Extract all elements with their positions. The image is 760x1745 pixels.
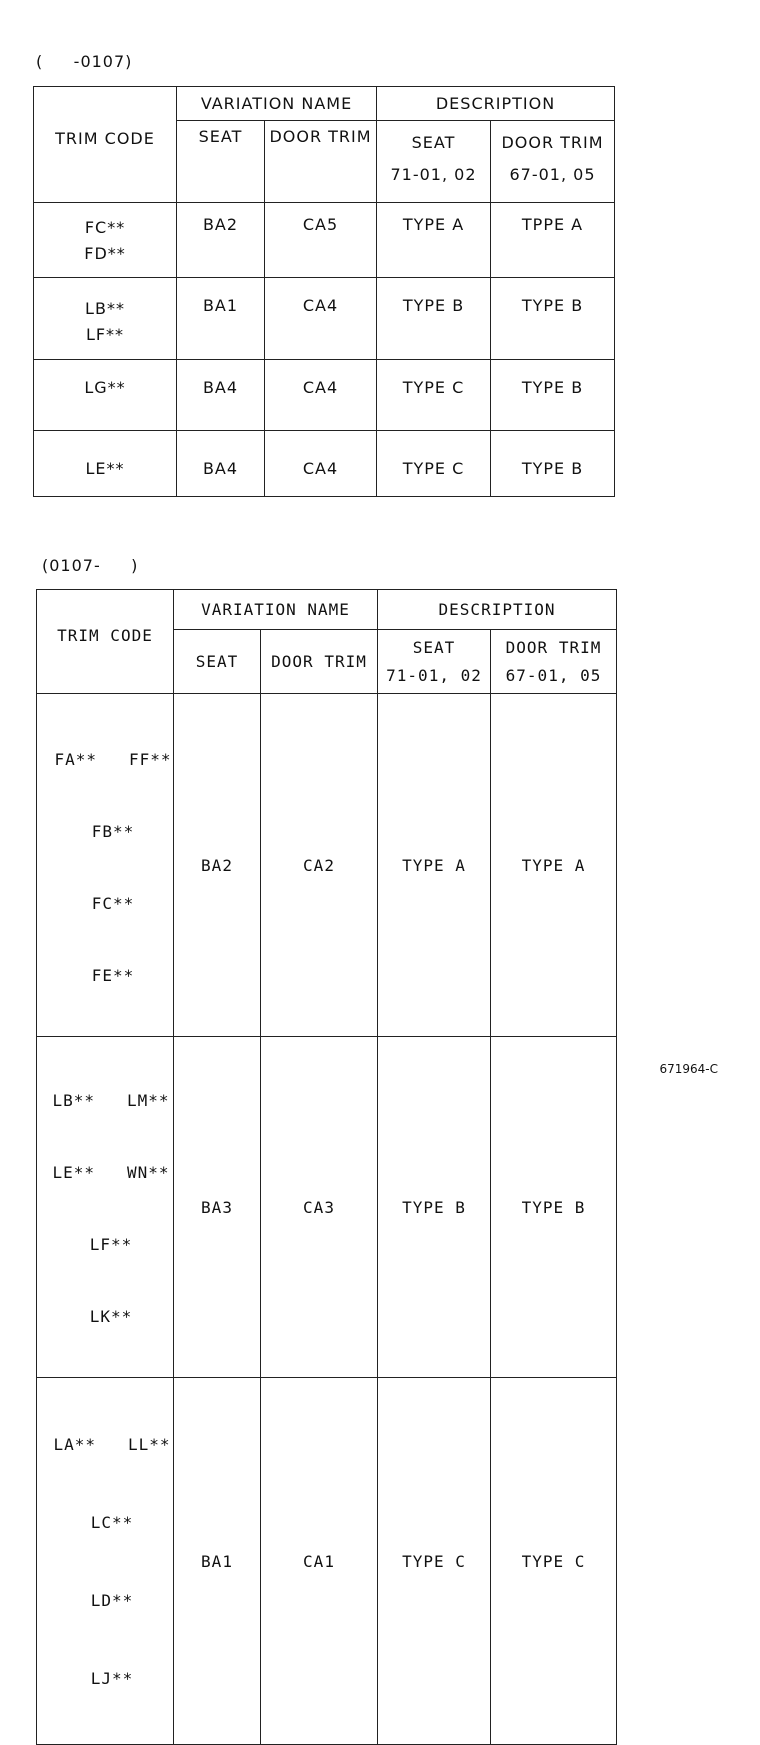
description-header: DESCRIPTION [377, 87, 615, 121]
description-header: DESCRIPTION [378, 590, 617, 630]
trim-codes: LE** [34, 431, 177, 497]
trim-table-2 [36, 589, 617, 1745]
desc-seat-header: SEAT 71-01, 02 [377, 121, 491, 203]
seat-description: TYPE C [377, 431, 491, 497]
trim-codes: LB** LF** [34, 278, 177, 360]
trim-code-header: TRIM CODE [37, 590, 174, 694]
seat-header: SEAT [174, 630, 261, 694]
door-description: TYPE B [491, 360, 615, 431]
desc-door-trim-header: DOOR TRIM 67-01, 05 [491, 630, 617, 694]
door-description: TPPE A [491, 203, 615, 278]
seat-description: TYPE A [378, 694, 491, 1037]
table-row [37, 1378, 617, 1745]
table-row [34, 431, 615, 497]
variation-name-header: VARIATION NAME [177, 87, 377, 121]
seat-variation: BA1 [174, 1378, 261, 1745]
trim-table-1 [33, 86, 615, 497]
door-variation: CA1 [261, 1378, 378, 1745]
door-description: TYPE B [491, 278, 615, 360]
door-variation: CA2 [261, 694, 378, 1037]
trim-codes: FC** FD** [34, 203, 177, 278]
door-variation: CA4 [265, 431, 377, 497]
variation-name-header: VARIATION NAME [174, 590, 378, 630]
table-row [34, 278, 615, 360]
door-description: TYPE B [491, 431, 615, 497]
door-description: TYPE B [491, 1037, 617, 1378]
table1-caption: ( -0107) [36, 52, 133, 71]
table-row [34, 360, 615, 431]
seat-description: TYPE C [377, 360, 491, 431]
seat-variation: BA2 [177, 203, 265, 278]
seat-header: SEAT [177, 121, 265, 203]
seat-variation: BA2 [174, 694, 261, 1037]
seat-description: TYPE A [377, 203, 491, 278]
door-variation: CA3 [261, 1037, 378, 1378]
trim-codes: FA** FF** FB** FC** FE** [37, 694, 174, 1037]
door-description: TYPE C [491, 1378, 617, 1745]
seat-description: TYPE B [378, 1037, 491, 1378]
seat-variation: BA4 [177, 431, 265, 497]
table-row [37, 1037, 617, 1378]
trim-codes: LA** LL** LC** LD** LJ** [37, 1378, 174, 1745]
seat-description: TYPE B [377, 278, 491, 360]
table-row [37, 694, 617, 1037]
seat-description: TYPE C [378, 1378, 491, 1745]
door-variation: CA5 [265, 203, 377, 278]
door-trim-header: DOOR TRIM [261, 630, 378, 694]
seat-variation: BA1 [177, 278, 265, 360]
door-description: TYPE A [491, 694, 617, 1037]
table2-caption: (0107- ) [42, 556, 139, 575]
trim-codes: LB** LM** LE** WN** LF** LK** [37, 1037, 174, 1378]
desc-seat-header: SEAT 71-01, 02 [378, 630, 491, 694]
trim-code-header: TRIM CODE [34, 87, 177, 203]
drawing-id: 671964-C [659, 1062, 718, 1076]
seat-variation: BA3 [174, 1037, 261, 1378]
door-variation: CA4 [265, 278, 377, 360]
door-trim-header: DOOR TRIM [265, 121, 377, 203]
door-variation: CA4 [265, 360, 377, 431]
seat-variation: BA4 [177, 360, 265, 431]
desc-door-trim-header: DOOR TRIM 67-01, 05 [491, 121, 615, 203]
table-row [34, 203, 615, 278]
trim-codes: LG** [34, 360, 177, 431]
